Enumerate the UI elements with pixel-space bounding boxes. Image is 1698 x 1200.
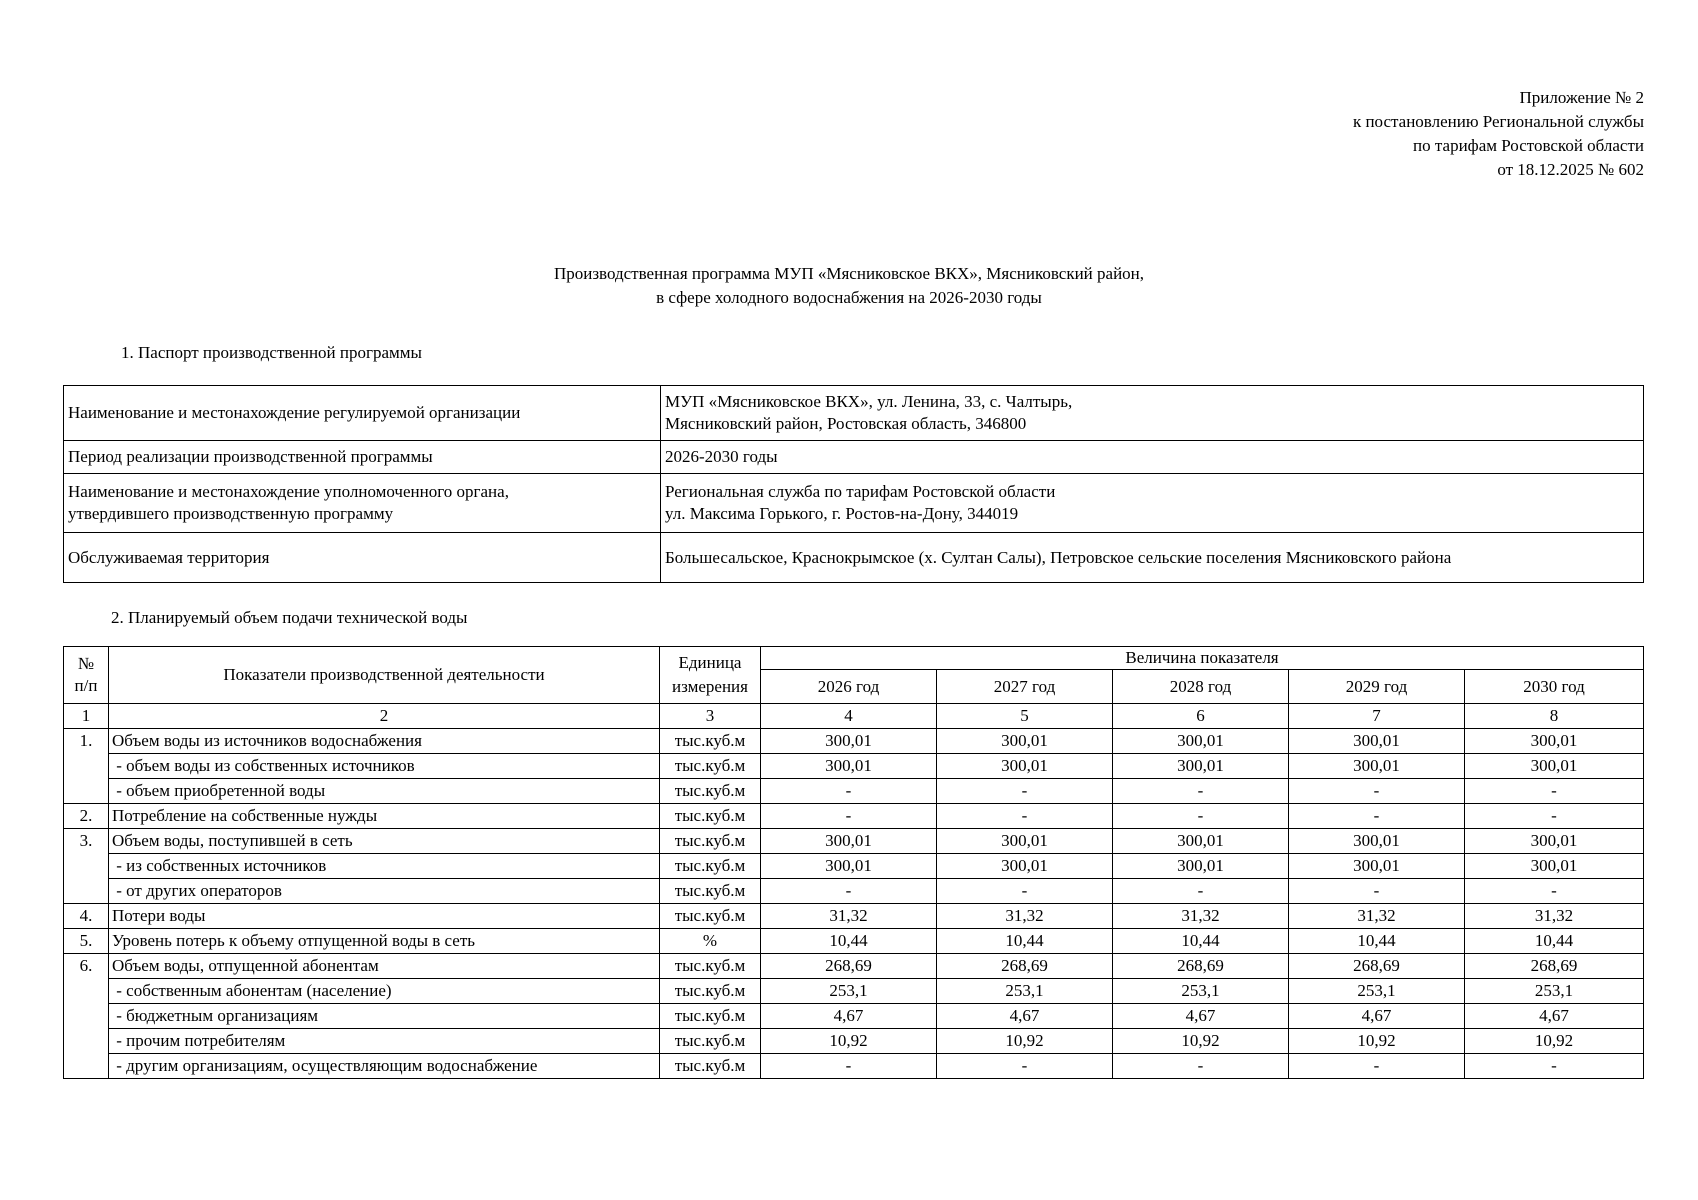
appendix-date: от 18.12.2025 № 602 xyxy=(1497,160,1644,179)
row-indicator: - от других операторов xyxy=(109,879,660,904)
row-indicator: Объем воды из источников водоснабжения xyxy=(109,729,660,754)
row-value: 300,01 xyxy=(1465,729,1644,754)
row-value: 31,32 xyxy=(1465,904,1644,929)
row-value: 300,01 xyxy=(1113,754,1289,779)
row-value: 300,01 xyxy=(1289,754,1465,779)
section-2-heading: 2. Планируемый объем подачи технической воды xyxy=(111,608,468,627)
row-value: 253,1 xyxy=(1289,979,1465,1004)
table-row xyxy=(64,474,1644,533)
row-value: 300,01 xyxy=(761,754,937,779)
row-indicator: - прочим потребителям xyxy=(109,1029,660,1054)
passport-value: Большесальское, Краснокрымское (х. Султан Салы), Петровское сельские поселения Мясниковского района xyxy=(661,533,1644,583)
table-row xyxy=(64,904,1644,929)
title-line-2: в сфере холодного водоснабжения на 2026-2030 годы xyxy=(656,288,1042,307)
row-unit: тыс.куб.м xyxy=(660,979,761,1004)
row-value: 300,01 xyxy=(1289,729,1465,754)
row-value: 4,67 xyxy=(1113,1004,1289,1029)
row-value: 10,44 xyxy=(1465,929,1644,954)
passport-label: Наименование и местонахождение регулируемой организации xyxy=(64,386,661,441)
passport-value-line: ул. Максима Горького, г. Ростов-на-Дону, 344019 xyxy=(665,504,1019,523)
row-value: 10,92 xyxy=(937,1029,1113,1054)
row-value: 300,01 xyxy=(937,754,1113,779)
row-unit: тыс.куб.м xyxy=(660,754,761,779)
column-number: 6 xyxy=(1113,704,1289,729)
header-year: 2030 год xyxy=(1465,670,1644,704)
header-year: 2029 год xyxy=(1289,670,1465,704)
column-number: 2 xyxy=(109,704,660,729)
passport-value-line: Мясниковский район, Ростовская область, 346800 xyxy=(665,414,1027,433)
passport-value-line: МУП «Мясниковское ВКХ», ул. Ленина, 33, с. Чалтырь, xyxy=(665,392,1073,411)
passport-table xyxy=(63,385,1644,583)
row-unit: тыс.куб.м xyxy=(660,829,761,854)
row-value: - xyxy=(761,1054,937,1079)
row-value: 253,1 xyxy=(1113,979,1289,1004)
table-row xyxy=(64,854,1644,879)
row-value: 10,44 xyxy=(761,929,937,954)
table-row xyxy=(64,729,1644,754)
row-value: - xyxy=(1113,804,1289,829)
row-value: 253,1 xyxy=(1465,979,1644,1004)
document-title xyxy=(0,262,1698,310)
row-value: - xyxy=(1289,779,1465,804)
row-value: - xyxy=(1465,1054,1644,1079)
header-unit xyxy=(660,647,761,704)
row-unit: тыс.куб.м xyxy=(660,1054,761,1079)
header-unit-line: Единица xyxy=(678,653,742,672)
row-value: 31,32 xyxy=(761,904,937,929)
row-indicator: - объем приобретенной воды xyxy=(109,779,660,804)
row-value: 4,67 xyxy=(937,1004,1113,1029)
row-value: 4,67 xyxy=(761,1004,937,1029)
row-indicator: Уровень потерь к объему отпущенной воды в сеть xyxy=(109,929,660,954)
row-number: 5. xyxy=(64,929,109,954)
table-row xyxy=(64,533,1644,583)
row-value: 300,01 xyxy=(1465,829,1644,854)
table-row xyxy=(64,1054,1644,1079)
table-row xyxy=(64,1004,1644,1029)
header-unit-line: измерения xyxy=(672,677,748,696)
appendix-authority: по тарифам Ростовской области xyxy=(1413,136,1644,155)
row-value: - xyxy=(761,779,937,804)
row-unit: тыс.куб.м xyxy=(660,854,761,879)
row-indicator: - бюджетным организациям xyxy=(109,1004,660,1029)
row-value: - xyxy=(761,879,937,904)
row-value: 300,01 xyxy=(937,729,1113,754)
row-unit: тыс.куб.м xyxy=(660,779,761,804)
row-value: 300,01 xyxy=(937,854,1113,879)
row-value: 253,1 xyxy=(761,979,937,1004)
row-unit: тыс.куб.м xyxy=(660,1004,761,1029)
row-value: 300,01 xyxy=(761,729,937,754)
table-row xyxy=(64,386,1644,441)
row-value: 300,01 xyxy=(1113,729,1289,754)
row-number: 6. xyxy=(64,954,109,1079)
row-unit: тыс.куб.м xyxy=(660,879,761,904)
row-value: 300,01 xyxy=(1289,829,1465,854)
table-row xyxy=(64,954,1644,979)
appendix-number: Приложение № 2 xyxy=(1519,88,1644,107)
row-number: 3. xyxy=(64,829,109,904)
row-value: 268,69 xyxy=(761,954,937,979)
header-number xyxy=(64,647,109,704)
row-number: 2. xyxy=(64,804,109,829)
table-row xyxy=(64,779,1644,804)
row-value: 4,67 xyxy=(1289,1004,1465,1029)
row-value: 4,67 xyxy=(1465,1004,1644,1029)
appendix-reference: к постановлению Региональной службы xyxy=(1352,112,1644,131)
passport-value: 2026-2030 годы xyxy=(661,441,1644,474)
row-indicator: Потери воды xyxy=(109,904,660,929)
row-value: - xyxy=(1289,1054,1465,1079)
row-indicator: Потребление на собственные нужды xyxy=(109,804,660,829)
row-unit: тыс.куб.м xyxy=(660,954,761,979)
row-value: 31,32 xyxy=(1113,904,1289,929)
row-value: - xyxy=(1113,1054,1289,1079)
row-unit: % xyxy=(660,929,761,954)
header-year: 2028 год xyxy=(1113,670,1289,704)
row-value: 253,1 xyxy=(937,979,1113,1004)
column-number: 4 xyxy=(761,704,937,729)
table-row xyxy=(64,829,1644,854)
row-value: - xyxy=(1289,804,1465,829)
row-value: 300,01 xyxy=(937,829,1113,854)
table-row xyxy=(64,754,1644,779)
column-number: 5 xyxy=(937,704,1113,729)
header-year: 2026 год xyxy=(761,670,937,704)
row-value: 268,69 xyxy=(937,954,1113,979)
passport-label-line: Наименование и местонахождение уполномоченного органа, xyxy=(68,482,509,501)
title-line-1: Производственная программа МУП «Мясниковское ВКХ», Мясниковский район, xyxy=(553,264,1145,283)
row-value: - xyxy=(1113,779,1289,804)
row-unit: тыс.куб.м xyxy=(660,904,761,929)
row-indicator: - другим организациям, осуществляющим водоснабжение xyxy=(109,1054,660,1079)
row-value: - xyxy=(1289,879,1465,904)
row-value: 10,44 xyxy=(1289,929,1465,954)
row-value: 300,01 xyxy=(761,829,937,854)
row-number: 4. xyxy=(64,904,109,929)
row-indicator: - объем воды из собственных источников xyxy=(109,754,660,779)
row-indicator: Объем воды, отпущенной абонентам xyxy=(109,954,660,979)
row-unit: тыс.куб.м xyxy=(660,804,761,829)
passport-label-line: утвердившего производственную программу xyxy=(68,504,394,523)
section-1-heading: 1. Паспорт производственной программы xyxy=(121,343,422,362)
header-year: 2027 год xyxy=(937,670,1113,704)
passport-value xyxy=(661,386,1644,441)
row-value: - xyxy=(937,1054,1113,1079)
row-number: 1. xyxy=(64,729,109,804)
column-number: 3 xyxy=(660,704,761,729)
row-value: 300,01 xyxy=(1289,854,1465,879)
row-value: 31,32 xyxy=(1289,904,1465,929)
row-value: 268,69 xyxy=(1465,954,1644,979)
row-unit: тыс.куб.м xyxy=(660,1029,761,1054)
header-value-group: Величина показателя xyxy=(761,647,1644,670)
table-header-row xyxy=(64,647,1644,670)
row-indicator: - из собственных источников xyxy=(109,854,660,879)
column-number: 7 xyxy=(1289,704,1465,729)
row-value: - xyxy=(1465,879,1644,904)
column-number: 1 xyxy=(64,704,109,729)
row-indicator: Объем воды, поступившей в сеть xyxy=(109,829,660,854)
row-value: 10,92 xyxy=(1289,1029,1465,1054)
header-indicator: Показатели производственной деятельности xyxy=(109,647,660,704)
table-row xyxy=(64,441,1644,474)
row-value: - xyxy=(1465,804,1644,829)
row-indicator: - собственным абонентам (население) xyxy=(109,979,660,1004)
passport-label: Обслуживаемая территория xyxy=(64,533,661,583)
table-row xyxy=(64,929,1644,954)
row-value: - xyxy=(1113,879,1289,904)
column-number: 8 xyxy=(1465,704,1644,729)
row-value: - xyxy=(937,779,1113,804)
row-value: 268,69 xyxy=(1113,954,1289,979)
table-body xyxy=(64,729,1644,1079)
row-value: 10,44 xyxy=(1113,929,1289,954)
row-value: 300,01 xyxy=(1465,754,1644,779)
passport-label xyxy=(64,474,661,533)
row-value: - xyxy=(937,879,1113,904)
water-volume-table xyxy=(63,646,1644,1079)
row-value: 10,92 xyxy=(1113,1029,1289,1054)
row-value: - xyxy=(937,804,1113,829)
header-number-sign: № xyxy=(77,654,95,673)
row-value: 10,92 xyxy=(1465,1029,1644,1054)
row-value: 300,01 xyxy=(1113,829,1289,854)
passport-value xyxy=(661,474,1644,533)
column-number-row xyxy=(64,704,1644,729)
row-value: 31,32 xyxy=(937,904,1113,929)
table-row xyxy=(64,979,1644,1004)
row-value: - xyxy=(761,804,937,829)
row-unit: тыс.куб.м xyxy=(660,729,761,754)
row-value: 300,01 xyxy=(1465,854,1644,879)
row-value: 10,92 xyxy=(761,1029,937,1054)
table-row xyxy=(64,804,1644,829)
row-value: 268,69 xyxy=(1289,954,1465,979)
table-row xyxy=(64,879,1644,904)
row-value: 300,01 xyxy=(761,854,937,879)
passport-value-line: Региональная служба по тарифам Ростовской области xyxy=(665,482,1056,501)
row-value: 300,01 xyxy=(1113,854,1289,879)
appendix-header xyxy=(1353,86,1644,182)
row-value: 10,44 xyxy=(937,929,1113,954)
row-value: - xyxy=(1465,779,1644,804)
passport-label: Период реализации производственной программы xyxy=(64,441,661,474)
header-number-pp: п/п xyxy=(74,676,98,695)
table-row xyxy=(64,1029,1644,1054)
